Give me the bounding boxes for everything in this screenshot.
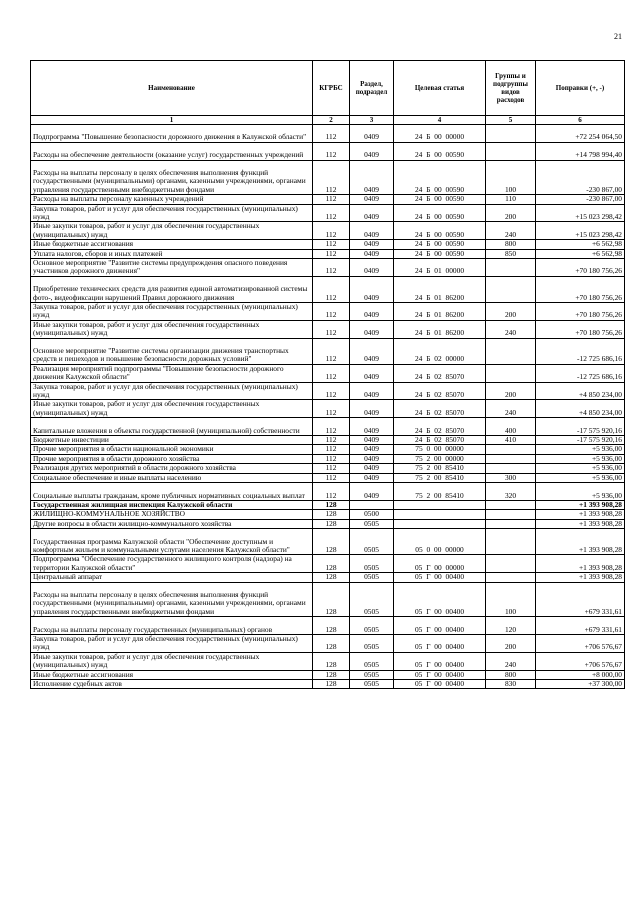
cell-article: 24 Б 02 85070 [394, 364, 486, 382]
cell-amount: +679 331,61 [536, 617, 625, 635]
cell-kgrbs: 112 [313, 240, 350, 249]
cell-article: 05 Г 00 00400 [394, 582, 486, 617]
table-row [31, 195, 625, 204]
cell-article [394, 510, 486, 519]
cell-amount: +72 254 064,50 [536, 125, 625, 143]
table-row [31, 240, 625, 249]
table-row [31, 652, 625, 670]
table-row [31, 483, 625, 501]
table-row [31, 125, 625, 143]
cell-kgrbs: 128 [313, 634, 350, 652]
cell-section: 0505 [350, 573, 394, 582]
cell-group: 320 [486, 483, 536, 501]
cell-group: 200 [486, 204, 536, 222]
cell-section: 0505 [350, 617, 394, 635]
cell-section: 0505 [350, 529, 394, 555]
cell-article: 24 Б 00 00590 [394, 160, 486, 195]
cell-amount: -17 575 920,16 [536, 418, 625, 436]
cell-name: Иные бюджетные ассигнования [31, 670, 313, 679]
cell-article: 24 Б 00 00590 [394, 204, 486, 222]
cell-group [486, 464, 536, 473]
table-row [31, 634, 625, 652]
table-row [31, 142, 625, 160]
column-index-row [31, 116, 625, 125]
column-header-name: Наименование [31, 61, 313, 116]
cell-kgrbs: 112 [313, 276, 350, 302]
cell-section: 0505 [350, 519, 394, 528]
cell-amount: +4 850 234,00 [536, 382, 625, 400]
cell-kgrbs: 112 [313, 436, 350, 445]
table-row [31, 573, 625, 582]
cell-group: 800 [486, 240, 536, 249]
cell-group: 240 [486, 320, 536, 338]
column-index: 4 [394, 116, 486, 125]
cell-group: 240 [486, 652, 536, 670]
cell-section: 0505 [350, 555, 394, 573]
cell-section: 0409 [350, 222, 394, 240]
cell-article: 24 Б 01 86200 [394, 276, 486, 302]
cell-group [486, 529, 536, 555]
cell-group [486, 445, 536, 454]
table-row [31, 679, 625, 688]
cell-name: Государственная жилищная инспекция Калужской области [31, 500, 313, 509]
cell-group: 830 [486, 679, 536, 688]
cell-kgrbs: 112 [313, 249, 350, 258]
cell-section: 0505 [350, 652, 394, 670]
cell-name: Подпрограмма "Повышение безопасности дорожного движения в Калужской области" [31, 125, 313, 143]
cell-kgrbs: 128 [313, 519, 350, 528]
cell-section: 0505 [350, 679, 394, 688]
cell-article: 05 Г 00 00400 [394, 670, 486, 679]
cell-article: 24 Б 01 86200 [394, 303, 486, 321]
cell-amount: +1 393 908,28 [536, 519, 625, 528]
cell-name: Иные бюджетные ассигнования [31, 240, 313, 249]
cell-amount: +1 393 908,28 [536, 510, 625, 519]
cell-kgrbs: 112 [313, 483, 350, 501]
cell-name: Расходы на выплаты персоналу в целях обеспечения выполнения функций государственными (муниципальными) органами, казенными учреждениями, органами управления государственными внебюджетными фондами [31, 160, 313, 195]
cell-kgrbs: 128 [313, 510, 350, 519]
cell-name: Иные закупки товаров, работ и услуг для обеспечения государственных (муниципальных) нужд [31, 652, 313, 670]
table-row [31, 222, 625, 240]
cell-name: Расходы на выплаты персоналу в целях обеспечения выполнения функций государственными (муниципальными) органами, казенными учреждениями, органами управления государственными внебюджетными фондами [31, 582, 313, 617]
cell-kgrbs: 128 [313, 500, 350, 509]
cell-article: 24 Б 01 86200 [394, 320, 486, 338]
cell-kgrbs: 112 [313, 320, 350, 338]
cell-group [486, 125, 536, 143]
cell-kgrbs: 128 [313, 529, 350, 555]
cell-group [486, 454, 536, 463]
cell-group: 240 [486, 222, 536, 240]
cell-amount: +37 300,00 [536, 679, 625, 688]
cell-kgrbs: 128 [313, 573, 350, 582]
table-row [31, 464, 625, 473]
cell-name: Закупка товаров, работ и услуг для обеспечения государственных (муниципальных) нужд [31, 382, 313, 400]
cell-group [486, 364, 536, 382]
cell-name: Государственная программа Калужской области "Обеспечение доступным и комфортным жильем и коммунальными услугами населения Калужской области" [31, 529, 313, 555]
cell-name: Исполнение судебных актов [31, 679, 313, 688]
cell-amount: +5 936,00 [536, 454, 625, 463]
table-header-row [31, 61, 625, 116]
cell-name: Закупка товаров, работ и услуг для обеспечения государственных (муниципальных) нужд [31, 303, 313, 321]
table-row [31, 582, 625, 617]
cell-group: 850 [486, 249, 536, 258]
cell-article: 24 Б 02 85070 [394, 400, 486, 418]
cell-kgrbs: 112 [313, 338, 350, 364]
budget-amendments-table [30, 60, 625, 689]
cell-article: 24 Б 00 00590 [394, 222, 486, 240]
cell-section: 0409 [350, 249, 394, 258]
cell-name: Бюджетные инвестиции [31, 436, 313, 445]
cell-kgrbs: 112 [313, 222, 350, 240]
cell-kgrbs: 128 [313, 679, 350, 688]
cell-kgrbs: 112 [313, 473, 350, 482]
cell-kgrbs: 112 [313, 142, 350, 160]
cell-amount: +8 000,00 [536, 670, 625, 679]
cell-amount: -17 575 920,16 [536, 436, 625, 445]
column-header-amendments: Поправки (+, -) [536, 61, 625, 116]
cell-article: 05 Г 00 00400 [394, 652, 486, 670]
table-row [31, 400, 625, 418]
cell-kgrbs: 128 [313, 555, 350, 573]
cell-amount: +5 936,00 [536, 473, 625, 482]
cell-name: Другие вопросы в области жилищно-коммунального хозяйства [31, 519, 313, 528]
cell-article: 24 Б 02 85070 [394, 382, 486, 400]
cell-group [486, 555, 536, 573]
cell-name: ЖИЛИЩНО-КОММУНАЛЬНОЕ ХОЗЯЙСТВО [31, 510, 313, 519]
cell-section: 0409 [350, 483, 394, 501]
cell-section: 0409 [350, 436, 394, 445]
cell-name: Реализация других мероприятий в области дорожного хозяйства [31, 464, 313, 473]
cell-name: Реализация мероприятий подпрограммы "Повышение безопасности дорожного движения Калужской области" [31, 364, 313, 382]
cell-amount: +1 393 908,28 [536, 500, 625, 509]
cell-name: Расходы на выплаты персоналу казенных учреждений [31, 195, 313, 204]
cell-section: 0409 [350, 320, 394, 338]
cell-kgrbs: 112 [313, 204, 350, 222]
cell-name: Подпрограмма "Обеспечение государственного жилищного контроля (надзора) на территории Калужской области" [31, 555, 313, 573]
table-row [31, 204, 625, 222]
cell-article: 05 0 00 00000 [394, 529, 486, 555]
table-row [31, 529, 625, 555]
cell-group: 400 [486, 418, 536, 436]
cell-amount: +5 936,00 [536, 483, 625, 501]
cell-group: 200 [486, 634, 536, 652]
cell-group [486, 519, 536, 528]
cell-article: 24 Б 01 00000 [394, 259, 486, 277]
cell-article: 24 Б 00 00590 [394, 195, 486, 204]
cell-kgrbs: 112 [313, 195, 350, 204]
cell-kgrbs: 112 [313, 259, 350, 277]
cell-group [486, 259, 536, 277]
column-header-article: Целевая статья [394, 61, 486, 116]
cell-kgrbs: 128 [313, 617, 350, 635]
cell-amount: +5 936,00 [536, 445, 625, 454]
cell-group [486, 510, 536, 519]
table-row [31, 259, 625, 277]
table-row [31, 445, 625, 454]
cell-amount: +706 576,67 [536, 634, 625, 652]
cell-group [486, 338, 536, 364]
table-row [31, 338, 625, 364]
cell-amount: +1 393 908,28 [536, 529, 625, 555]
cell-section: 0409 [350, 204, 394, 222]
cell-section: 0500 [350, 510, 394, 519]
cell-section: 0409 [350, 338, 394, 364]
table-row [31, 617, 625, 635]
cell-amount: +1 393 908,28 [536, 555, 625, 573]
cell-section: 0505 [350, 634, 394, 652]
cell-section: 0409 [350, 125, 394, 143]
cell-amount: -230 867,00 [536, 195, 625, 204]
cell-group: 100 [486, 160, 536, 195]
cell-kgrbs: 112 [313, 418, 350, 436]
cell-amount: +70 180 756,26 [536, 303, 625, 321]
column-header-section: Раздел, подраздел [350, 61, 394, 116]
table-row [31, 382, 625, 400]
cell-group: 800 [486, 670, 536, 679]
cell-section: 0409 [350, 195, 394, 204]
column-index: 2 [313, 116, 350, 125]
cell-group: 200 [486, 382, 536, 400]
cell-name: Закупка товаров, работ и услуг для обеспечения государственных (муниципальных) нужд [31, 634, 313, 652]
cell-amount: +6 562,98 [536, 240, 625, 249]
cell-name: Капитальные вложения в объекты государственной (муниципальной) собственности [31, 418, 313, 436]
table-row [31, 519, 625, 528]
column-index: 6 [536, 116, 625, 125]
cell-section: 0409 [350, 400, 394, 418]
column-header-kgrbs: КГРБС [313, 61, 350, 116]
column-index: 1 [31, 116, 313, 125]
cell-section: 0409 [350, 382, 394, 400]
cell-section: 0409 [350, 160, 394, 195]
cell-amount: +5 936,00 [536, 464, 625, 473]
cell-article [394, 500, 486, 509]
cell-section: 0505 [350, 582, 394, 617]
cell-section: 0409 [350, 276, 394, 302]
table-row [31, 473, 625, 482]
cell-article: 24 Б 00 00590 [394, 142, 486, 160]
table-row [31, 364, 625, 382]
cell-amount: +4 850 234,00 [536, 400, 625, 418]
cell-section: 0409 [350, 142, 394, 160]
cell-kgrbs: 112 [313, 125, 350, 143]
cell-group: 110 [486, 195, 536, 204]
cell-group [486, 276, 536, 302]
cell-article [394, 519, 486, 528]
cell-name: Приобретение технических средств для развития единой автоматизированной системы фото-, видеофиксации нарушений Правил дорожного движения [31, 276, 313, 302]
cell-name: Закупка товаров, работ и услуг для обеспечения государственных (муниципальных) нужд [31, 204, 313, 222]
cell-section: 0409 [350, 445, 394, 454]
cell-article: 05 Г 00 00400 [394, 634, 486, 652]
table-row [31, 418, 625, 436]
cell-kgrbs: 112 [313, 464, 350, 473]
table-row [31, 276, 625, 302]
table-body [31, 125, 625, 689]
cell-article: 05 Г 00 00400 [394, 573, 486, 582]
cell-amount: +70 180 756,26 [536, 276, 625, 302]
column-index: 5 [486, 116, 536, 125]
cell-amount: +1 393 908,28 [536, 573, 625, 582]
cell-group [486, 500, 536, 509]
cell-kgrbs: 112 [313, 445, 350, 454]
table-row [31, 510, 625, 519]
cell-group: 100 [486, 582, 536, 617]
cell-section: 0409 [350, 303, 394, 321]
cell-amount: -230 867,00 [536, 160, 625, 195]
cell-group: 300 [486, 473, 536, 482]
cell-article: 75 2 00 00000 [394, 454, 486, 463]
cell-kgrbs: 128 [313, 652, 350, 670]
column-header-groups: Группы и подгруппы видов расходов [486, 61, 536, 116]
cell-article: 75 2 00 85410 [394, 473, 486, 482]
cell-amount: +14 798 994,40 [536, 142, 625, 160]
cell-article: 75 0 00 00000 [394, 445, 486, 454]
cell-section: 0409 [350, 454, 394, 463]
cell-article: 24 Б 00 00000 [394, 125, 486, 143]
cell-group: 200 [486, 303, 536, 321]
cell-article: 05 Г 00 00400 [394, 679, 486, 688]
cell-name: Центральный аппарат [31, 573, 313, 582]
cell-kgrbs: 112 [313, 400, 350, 418]
cell-name: Прочие мероприятия в области дорожного хозяйства [31, 454, 313, 463]
cell-amount: +706 576,67 [536, 652, 625, 670]
page-number: 21 [614, 32, 622, 41]
table-row [31, 303, 625, 321]
cell-amount: -12 725 686,16 [536, 338, 625, 364]
cell-name: Иные закупки товаров, работ и услуг для обеспечения государственных (муниципальных) нужд [31, 320, 313, 338]
cell-kgrbs: 128 [313, 582, 350, 617]
cell-section: 0409 [350, 259, 394, 277]
cell-group [486, 573, 536, 582]
cell-article: 24 Б 02 85070 [394, 436, 486, 445]
cell-name: Основное мероприятие "Развитие системы организации движения транспортных средств и пешеходов и повышение безопасности дорожных условий" [31, 338, 313, 364]
column-index: 3 [350, 116, 394, 125]
cell-article: 24 Б 02 00000 [394, 338, 486, 364]
cell-section: 0409 [350, 418, 394, 436]
cell-amount: +15 023 298,42 [536, 204, 625, 222]
cell-article: 75 2 00 85410 [394, 483, 486, 501]
cell-kgrbs: 112 [313, 454, 350, 463]
table-row [31, 555, 625, 573]
cell-section: 0409 [350, 473, 394, 482]
cell-section: 0505 [350, 670, 394, 679]
cell-amount: -12 725 686,16 [536, 364, 625, 382]
cell-name: Уплата налогов, сборов и иных платежей [31, 249, 313, 258]
cell-name: Социальные выплаты гражданам, кроме публичных нормативных социальных выплат [31, 483, 313, 501]
cell-article: 24 Б 02 85070 [394, 418, 486, 436]
cell-article: 75 2 00 85410 [394, 464, 486, 473]
cell-article: 24 Б 00 00590 [394, 249, 486, 258]
table-row [31, 160, 625, 195]
cell-kgrbs: 128 [313, 670, 350, 679]
cell-name: Иные закупки товаров, работ и услуг для обеспечения государственных (муниципальных) нужд [31, 400, 313, 418]
cell-name: Расходы на обеспечение деятельности (оказание услуг) государственных учреждений [31, 142, 313, 160]
cell-article: 24 Б 00 00590 [394, 240, 486, 249]
cell-section: 0409 [350, 364, 394, 382]
cell-section: 0409 [350, 240, 394, 249]
cell-kgrbs: 112 [313, 364, 350, 382]
cell-article: 05 Г 00 00000 [394, 555, 486, 573]
cell-amount: +15 023 298,42 [536, 222, 625, 240]
cell-amount: +70 180 756,26 [536, 320, 625, 338]
cell-kgrbs: 112 [313, 160, 350, 195]
cell-kgrbs: 112 [313, 382, 350, 400]
cell-name: Социальное обеспечение и иные выплаты населению [31, 473, 313, 482]
cell-kgrbs: 112 [313, 303, 350, 321]
cell-amount: +70 180 756,26 [536, 259, 625, 277]
cell-name: Расходы на выплаты персоналу государственных (муниципальных) органов [31, 617, 313, 635]
cell-amount: +679 331,61 [536, 582, 625, 617]
table-row [31, 320, 625, 338]
cell-group: 120 [486, 617, 536, 635]
cell-section: 0409 [350, 464, 394, 473]
cell-amount: +6 562,98 [536, 249, 625, 258]
cell-name: Иные закупки товаров, работ и услуг для обеспечения государственных (муниципальных) нужд [31, 222, 313, 240]
cell-group: 240 [486, 400, 536, 418]
cell-name: Прочие мероприятия в области национальной экономики [31, 445, 313, 454]
cell-group [486, 142, 536, 160]
cell-name: Основное мероприятие "Развитие системы предупреждения опасного поведения участников дорожного движения" [31, 259, 313, 277]
cell-group: 410 [486, 436, 536, 445]
cell-article: 05 Г 00 00400 [394, 617, 486, 635]
